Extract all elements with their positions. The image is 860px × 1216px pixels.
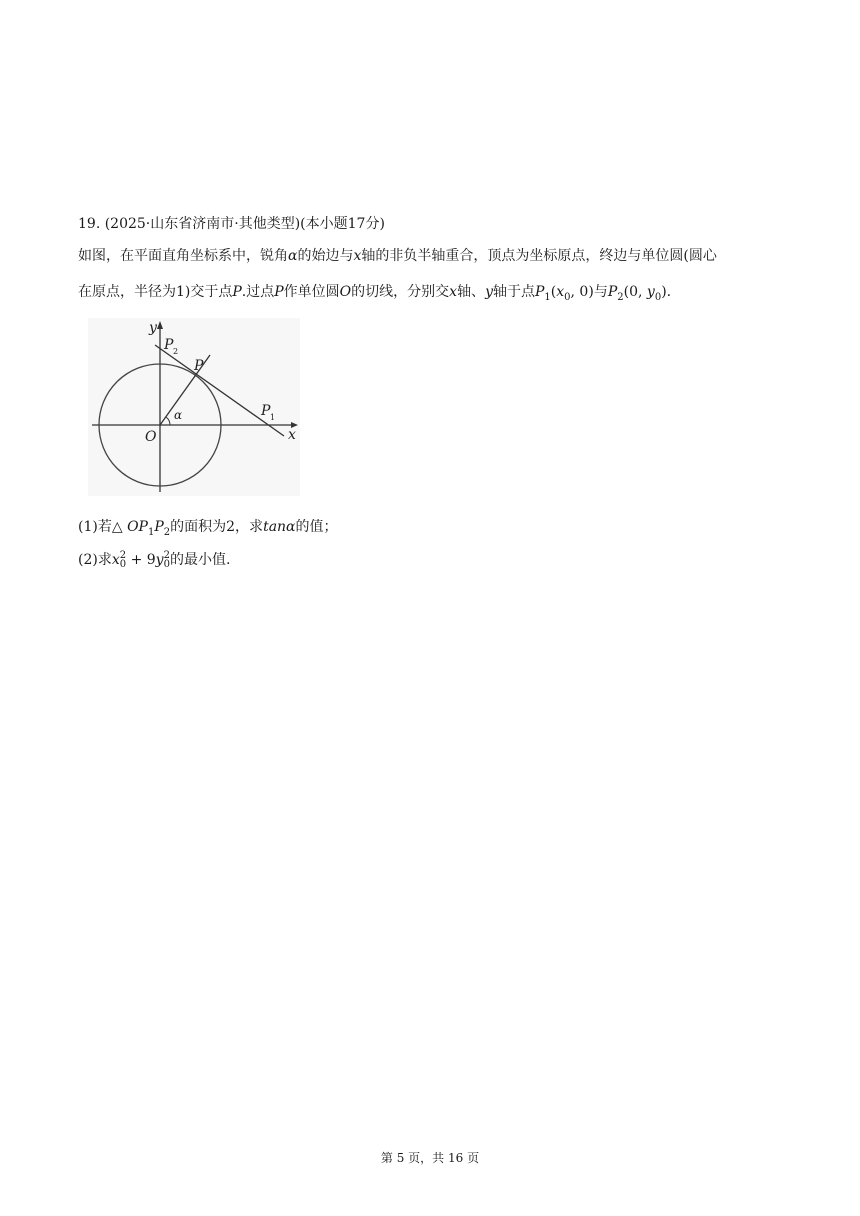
stem-text: 作单位圆	[283, 284, 340, 300]
stem-math-paren: (	[550, 284, 557, 300]
part1-math-sub: 1	[147, 526, 155, 538]
stem-math-P1: P	[534, 284, 545, 300]
part1-math-P: P	[154, 519, 164, 535]
stem-math-x: x	[449, 284, 458, 300]
stem-math-alpha: α	[288, 248, 298, 264]
stem-text: 的切线，分别交	[351, 284, 450, 300]
figure-label-P2-sub: 2	[173, 347, 179, 356]
stem-math-P: P	[274, 284, 284, 300]
part2-math-sup: 2	[163, 550, 170, 561]
question-source: (2025·山东省济南市·其他类型)(本小题17分)	[104, 216, 385, 232]
stem-text: 如图，在平面直角坐标系中，锐角	[78, 248, 288, 264]
unit-circle-figure	[88, 318, 300, 496]
stem-math-x0: x	[556, 284, 565, 300]
page-footer: 第 5 页，共 16 页	[380, 1151, 480, 1165]
figure-label-P1: P	[261, 403, 271, 419]
figure-label-alpha: α	[174, 408, 183, 422]
stem-text: .过点	[241, 284, 275, 300]
part2-math-sup: 2	[119, 550, 127, 561]
part2-math-y: y	[155, 552, 164, 568]
part2-math-operator: + 9	[126, 552, 156, 568]
stem-math-paren: )	[661, 284, 667, 300]
unit-circle-diagram	[88, 318, 300, 496]
part1-math-tan: tanα	[263, 519, 296, 535]
stem-math-y0: y	[646, 284, 655, 300]
stem-text: 与	[593, 284, 608, 300]
question-stem-line-2	[78, 282, 671, 302]
question-header	[78, 214, 385, 234]
part1-text: 的面积为2，求	[170, 519, 264, 535]
figure-label-O: O	[145, 429, 157, 445]
figure-label-P1-sub: 1	[270, 413, 276, 422]
question-stem-line-1	[78, 246, 717, 266]
part2-text: 的最小值.	[169, 552, 231, 568]
figure-label-P2: P	[164, 337, 174, 353]
stem-text: 的始边与	[297, 248, 354, 264]
part1-text: (1)若△	[78, 519, 128, 535]
question-part-1	[78, 517, 338, 537]
stem-text: 轴的非负半轴重合，顶点为坐标原点，终边与单位圆(圆心	[361, 248, 717, 264]
stem-math-O: O	[339, 284, 352, 300]
stem-math-sub: 2	[617, 291, 624, 303]
question-part-2	[78, 550, 230, 570]
stem-math-sub: 0	[564, 291, 571, 303]
part1-math-sub: 2	[163, 526, 171, 538]
figure-label-P: P	[194, 358, 204, 374]
part2-text: (2)求	[78, 552, 112, 568]
stem-text: 轴于点	[492, 284, 535, 300]
stem-math-sub: 1	[544, 291, 551, 303]
part1-text: 的值；	[295, 519, 338, 535]
question-number: 19.	[78, 216, 101, 232]
part2-math-x: x	[111, 552, 120, 568]
stem-math-sub: 0	[654, 291, 662, 303]
figure-label-y: y	[149, 320, 157, 336]
stem-text: 在原点，半径为1)交于点	[78, 284, 233, 300]
stem-math-paren: (0,	[623, 284, 647, 300]
stem-math-x: x	[353, 248, 362, 264]
stem-math-P: P	[232, 284, 242, 300]
stem-math-y: y	[485, 284, 493, 300]
part2-math-sub: 0	[119, 559, 127, 570]
figure-label-x: x	[288, 427, 296, 443]
stem-text: 轴、	[457, 284, 486, 300]
stem-math-P2: P	[607, 284, 618, 300]
part1-math-OP: OP	[127, 519, 148, 535]
stem-text: .	[666, 284, 672, 300]
stem-math-paren: , 0)	[570, 284, 594, 300]
part2-math-sub: 0	[163, 559, 170, 570]
